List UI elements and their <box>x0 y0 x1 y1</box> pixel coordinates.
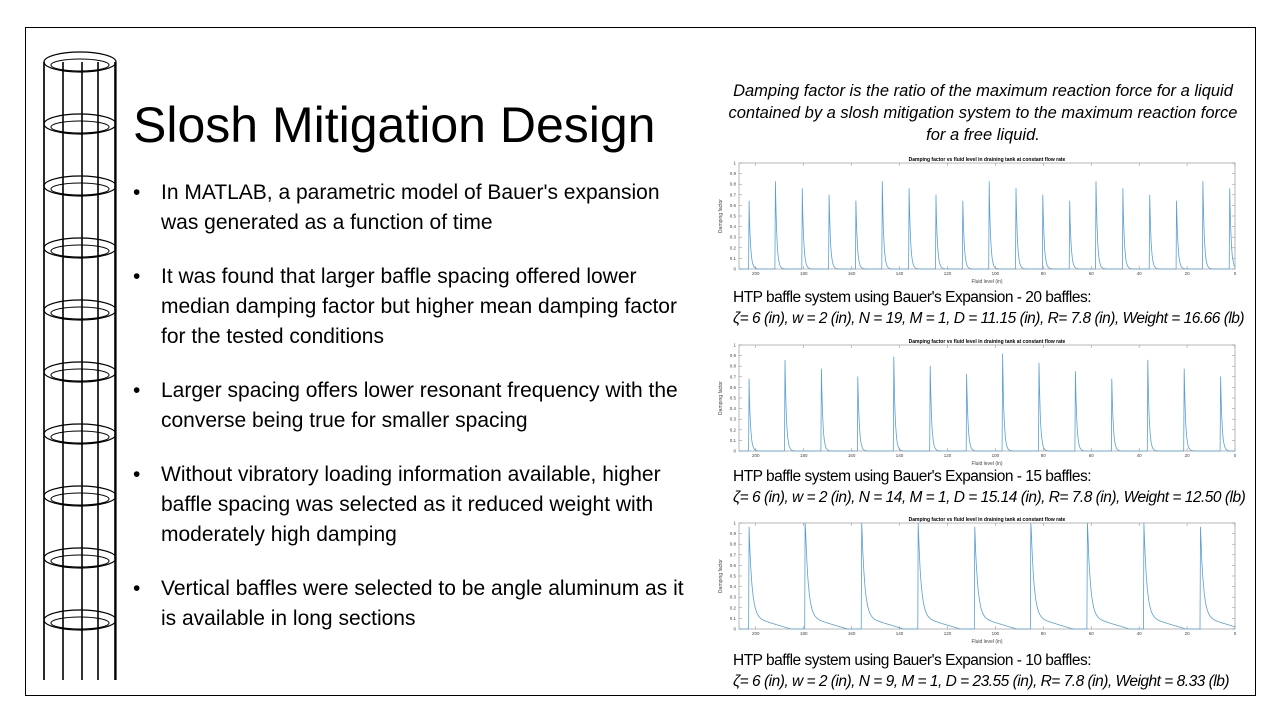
chart-title: Damping factor vs fluid level in draining tank at constant flow rate <box>908 517 1066 523</box>
y-axis-label: Damping factor <box>718 559 724 593</box>
y-tick-label: 0.1 <box>729 437 736 443</box>
x-tick-label: 20 <box>1184 453 1190 458</box>
y-tick-label: 0.9 <box>729 531 736 537</box>
y-tick-label: 0.2 <box>729 245 736 251</box>
y-tick-label: 0.2 <box>729 605 736 611</box>
bullet-item: • Vertical baffles were selected to be angle aluminum as it is available in long sections <box>133 577 684 630</box>
baffle-ring-inner <box>51 617 109 629</box>
bullet-item: • It was found that larger baffle spacing offered lower median damping factor but higher mean damping factor for the tested conditions <box>133 265 677 348</box>
x-axis-label: Fluid level (in) <box>971 461 1003 467</box>
y-tick-label: 0.6 <box>729 384 736 390</box>
y-tick-label: 0.1 <box>729 255 736 261</box>
baffle-ring-inner <box>51 431 109 443</box>
y-tick-label: 0.6 <box>729 562 736 568</box>
y-tick-label: 0.8 <box>729 541 736 547</box>
x-tick-label: 200 <box>752 271 760 276</box>
x-tick-label: 140 <box>895 631 904 636</box>
damping-chart-20-baffles <box>705 155 1250 285</box>
chart-title: Damping factor vs fluid level in draining tank at constant flow rate <box>908 157 1066 163</box>
y-axis-label: Damping factor <box>718 381 724 415</box>
x-tick-label: 60 <box>1088 453 1094 458</box>
x-tick-label: 40 <box>1136 631 1142 636</box>
y-tick-label: 1 <box>733 520 736 526</box>
plot-area <box>739 345 1235 451</box>
x-tick-label: 160 <box>847 453 856 458</box>
x-tick-label: 20 <box>1184 271 1190 276</box>
y-tick-label: 0 <box>733 626 736 632</box>
y-axis-label: Damping factor <box>718 199 724 233</box>
x-tick-label: 100 <box>991 271 1000 276</box>
baffle-ring-inner <box>51 369 109 381</box>
x-tick-label: 120 <box>943 271 952 276</box>
y-tick-label: 0.9 <box>729 171 736 177</box>
y-tick-label: 0.2 <box>729 427 736 433</box>
x-tick-label: 120 <box>943 631 952 636</box>
x-axis-label: Fluid level (in) <box>971 639 1003 645</box>
x-tick-label: 200 <box>752 453 760 458</box>
y-tick-label: 0.5 <box>729 213 736 219</box>
y-tick-label: 0.4 <box>729 224 736 230</box>
x-tick-label: 120 <box>943 453 952 458</box>
baffle-ring-inner <box>51 59 109 71</box>
y-tick-label: 0.7 <box>729 374 736 380</box>
y-tick-label: 0 <box>733 448 736 454</box>
y-tick-label: 0.6 <box>729 202 736 208</box>
y-tick-label: 0.7 <box>729 192 736 198</box>
baffle-ring-inner <box>51 493 109 505</box>
bullet-list <box>133 178 693 658</box>
bullet-item: • Larger spacing offers lower resonant frequency with the converse being true for smaller spacing <box>133 379 678 432</box>
bullet-item: • Without vibratory loading information available, higher baffle spacing was selected as it reduced weight with moderately high damping <box>133 463 661 546</box>
y-tick-label: 0.4 <box>729 584 736 590</box>
baffle-ring-inner <box>51 307 109 319</box>
damping-definition: Damping factor is the ratio of the maximum reaction force for a liquid contained by a slosh mitigation system to the maximum reaction force for a free liquid. <box>728 82 1238 144</box>
y-tick-label: 0.5 <box>729 395 736 401</box>
x-tick-label: 100 <box>991 631 1000 636</box>
chart-caption: HTP baffle system using Bauer's Expansion - 10 baffles: ζ= 6 (in), w = 2 (in), N = 9, M = 1, D = 23.55 (in), R= 7.8 (in), Weight = 8.33 (lb) <box>733 652 1229 690</box>
x-tick-label: 80 <box>1040 453 1046 458</box>
x-tick-label: 80 <box>1040 271 1046 276</box>
y-tick-label: 0 <box>733 266 736 272</box>
y-tick-label: 0.9 <box>729 353 736 359</box>
x-tick-label: 0 <box>1233 631 1237 636</box>
x-tick-label: 180 <box>799 271 808 276</box>
y-tick-label: 0.4 <box>729 406 736 412</box>
y-tick-label: 0.1 <box>729 615 736 621</box>
x-tick-label: 160 <box>847 631 856 636</box>
slide-title: Slosh Mitigation Design <box>133 97 656 153</box>
x-tick-label: 180 <box>799 631 808 636</box>
y-tick-label: 0.3 <box>729 594 736 600</box>
x-axis-label: Fluid level (in) <box>971 279 1003 285</box>
baffle-ring-inner <box>51 555 109 567</box>
x-tick-label: 200 <box>752 631 760 636</box>
chart-caption: HTP baffle system using Bauer's Expansion - 20 baffles: ζ= 6 (in), w = 2 (in), N = 19, M = 1, D = 11.15 (in), R= 7.8 (in), Weight = 16.66 (lb) <box>733 289 1245 327</box>
baffle-cage-drawing <box>30 40 130 695</box>
x-tick-label: 40 <box>1136 453 1142 458</box>
x-tick-label: 160 <box>847 271 856 276</box>
x-tick-label: 0 <box>1233 453 1237 458</box>
baffle-ring-inner <box>51 245 109 257</box>
damping-chart-15-baffles <box>705 337 1250 467</box>
y-tick-label: 1 <box>733 160 736 166</box>
y-tick-label: 0.8 <box>729 363 736 369</box>
x-tick-label: 60 <box>1088 271 1094 276</box>
x-tick-label: 60 <box>1088 631 1094 636</box>
y-tick-label: 0.5 <box>729 573 736 579</box>
damping-chart-10-baffles <box>705 515 1250 645</box>
plot-area <box>739 163 1235 269</box>
x-tick-label: 140 <box>895 271 904 276</box>
x-tick-label: 20 <box>1184 631 1190 636</box>
baffle-ring-inner <box>51 121 109 133</box>
x-tick-label: 140 <box>895 453 904 458</box>
y-tick-label: 0.3 <box>729 416 736 422</box>
x-tick-label: 0 <box>1233 271 1237 276</box>
chart-title: Damping factor vs fluid level in draining tank at constant flow rate <box>908 339 1066 345</box>
baffle-ring-inner <box>51 183 109 195</box>
x-tick-label: 180 <box>799 453 808 458</box>
chart-caption: HTP baffle system using Bauer's Expansion - 15 baffles: ζ= 6 (in), w = 2 (in), N = 14, M = 1, D = 15.14 (in), R= 7.8 (in), Weight = 12.50 (lb) <box>733 468 1246 506</box>
x-tick-label: 100 <box>991 453 1000 458</box>
bullet-item: • In MATLAB, a parametric model of Bauer's expansion was generated as a function of time <box>133 181 660 234</box>
y-tick-label: 0.3 <box>729 234 736 240</box>
y-tick-label: 0.8 <box>729 181 736 187</box>
y-tick-label: 1 <box>733 342 736 348</box>
x-tick-label: 80 <box>1040 631 1046 636</box>
y-tick-label: 0.7 <box>729 552 736 558</box>
x-tick-label: 40 <box>1136 271 1142 276</box>
